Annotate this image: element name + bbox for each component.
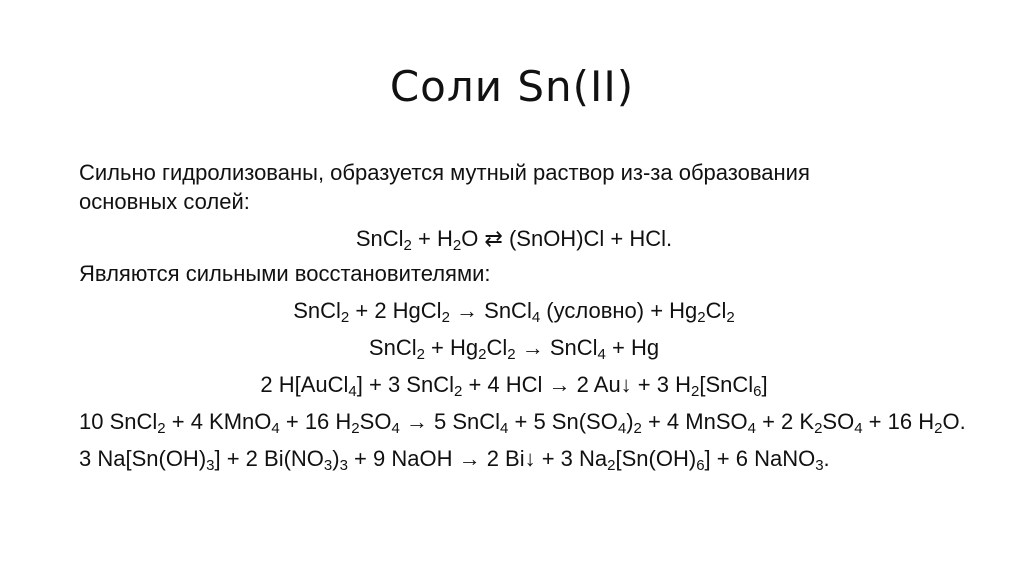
equation-2: SnCl$_2$ + $Hg_2Cl_2$ → SnCl$_4$ + Hg [368, 335, 660, 363]
equation-3: 2 H[AuCl$_4$] + 3 SnCl$_2$ + 4 HCl → 2 Au↓ + 3 $H_2[SnCl_6]$ [260, 372, 768, 400]
equation-5: 3 $Na[Sn(OH)_3] + 2$ $Bi(NO_3)_3 + 9$ NaOH → 2 Bi↓ + 3 $Na_2[Sn(OH)_6] + 6$ NaNO$_3$. [79, 446, 830, 474]
intro-text-line-1: Сильно гидролизованы, образуется мутный раствор из-за образования [79, 160, 810, 185]
slide-body [79, 158, 1019, 473]
reducers-heading: Являются сильными восстановителями: [79, 261, 491, 286]
intro-text-line-2: основных солей: [79, 189, 250, 214]
hydrolysis-equation: SnCl$_2$ + $H_2O$ ⇄ (SnOH)Cl + HCl. [355, 226, 673, 254]
slide-title: Соли Sn(II) [389, 62, 635, 111]
equation-4: 10 SnCl$_2$ + 4 KMnO$_4$ + 16 $H_2SO_4 \to 5$ SnCl$_4$ + 5 $Sn(SO_4)_2 + 4$ MnSO$_4$ + 2 $K_2SO_4 + 16$ $H_2O$. [79, 409, 966, 437]
equation-1: SnCl$_2$ + 2 HgCl$_2$ → SnCl$_4$ (условно) + $Hg_2Cl_2$ [293, 298, 735, 326]
